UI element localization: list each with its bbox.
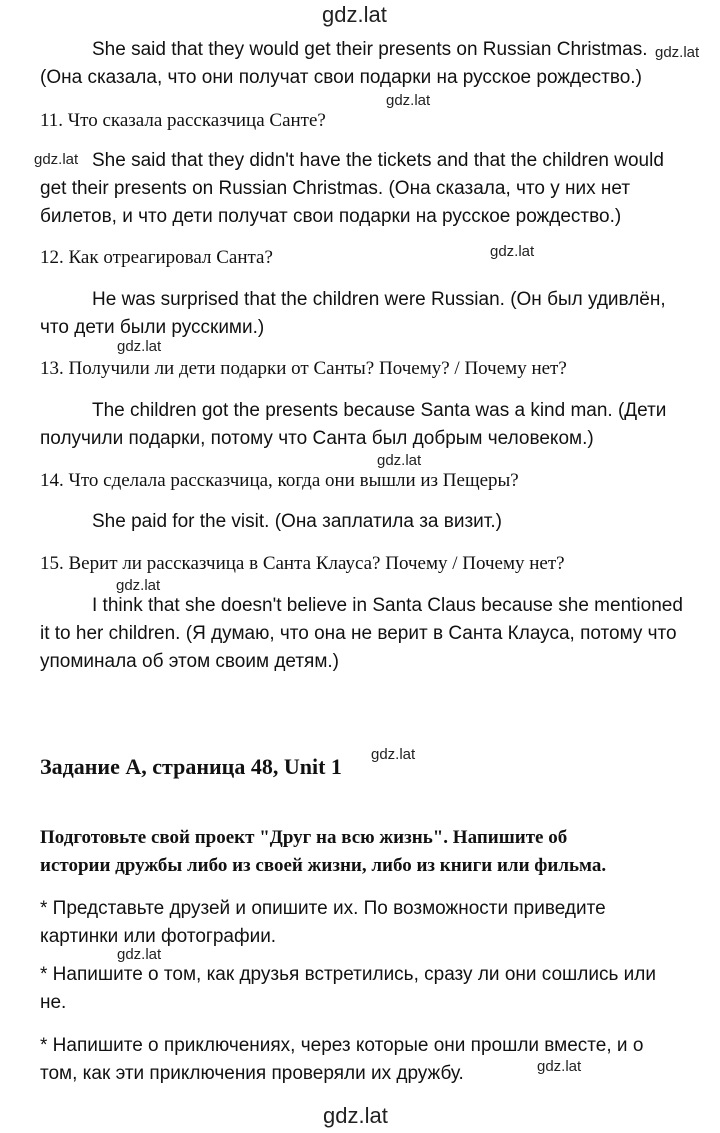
question-15: 15. Верит ли рассказчица в Санта Клауса? Почему / Почему нет? (40, 553, 565, 574)
answer-line: упоминала об этом своим детям.) (40, 651, 340, 672)
answer-line: The children got the presents because Santa was a kind man. (Дети (92, 400, 667, 421)
watermark: gdz.lat (655, 44, 700, 61)
watermark: gdz.lat (371, 746, 416, 763)
answer-line: что дети были русскими.) (40, 317, 265, 338)
answer-line: She said that they didn't have the tickets and that the children would (92, 150, 664, 171)
watermark: gdz.lat (490, 243, 535, 260)
answer-line: She paid for the visit. (Она заплатила за визит.) (92, 511, 502, 532)
answer-line: get their presents on Russian Christmas. (Она сказала, что у них нет (40, 178, 631, 199)
answer-line: I think that she doesn't believe in Santa Claus because she mentioned (92, 595, 683, 616)
task-bullet-line: * Напишите о том, как друзья встретились, сразу ли они сошлись или (40, 964, 656, 985)
task-instruction-line: истории дружбы либо из своей жизни, либо из книги или фильма. (40, 855, 607, 876)
watermark: gdz.lat (537, 1058, 582, 1075)
question-12: 12. Как отреагировал Санта? (40, 247, 273, 268)
task-bullet-line: картинки или фотографии. (40, 926, 277, 947)
task-bullet-line: не. (40, 992, 67, 1013)
answer-line: He was surprised that the children were Russian. (Он был удивлён, (92, 289, 666, 310)
answer-line: it to her children. (Я думаю, что она не верит в Санта Клауса, потому что (40, 623, 677, 644)
question-13: 13. Получили ли дети подарки от Санты? Почему? / Почему нет? (40, 358, 567, 379)
answer-line: She said that they would get their presents on Russian Christmas. (92, 39, 648, 60)
answer-line: (Она сказала, что они получат свои подарки на русское рождество.) (40, 67, 642, 88)
question-11: 11. Что сказала рассказчица Санте? (40, 110, 326, 131)
task-heading: Задание А, страница 48, Unit 1 (40, 754, 342, 779)
task-bullet-line: том, как эти приключения проверяли их дружбу. (40, 1063, 464, 1084)
answer-line: билетов, и что дети получат свои подарки на русское рождество.) (40, 206, 622, 227)
watermark: gdz.lat (386, 92, 431, 109)
answer-line: получили подарки, потому что Санта был добрым человеком.) (40, 428, 594, 449)
watermark: gdz.lat (377, 452, 422, 469)
task-bullet-line: * Представьте друзей и опишите их. По возможности приведите (40, 898, 606, 919)
task-instruction-line: Подготовьте свой проект "Друг на всю жизнь". Напишите об (40, 827, 568, 848)
watermark-bottom: gdz.lat (323, 1103, 388, 1128)
watermark: gdz.lat (34, 151, 79, 168)
watermark: gdz.lat (117, 338, 162, 355)
watermark: gdz.lat (117, 946, 162, 963)
watermark-top: gdz.lat (322, 2, 387, 27)
task-bullet-line: * Напишите о приключениях, через которые они прошли вместе, и о (40, 1035, 644, 1056)
question-14: 14. Что сделала рассказчица, когда они вышли из Пещеры? (40, 470, 519, 491)
watermark: gdz.lat (116, 577, 161, 594)
